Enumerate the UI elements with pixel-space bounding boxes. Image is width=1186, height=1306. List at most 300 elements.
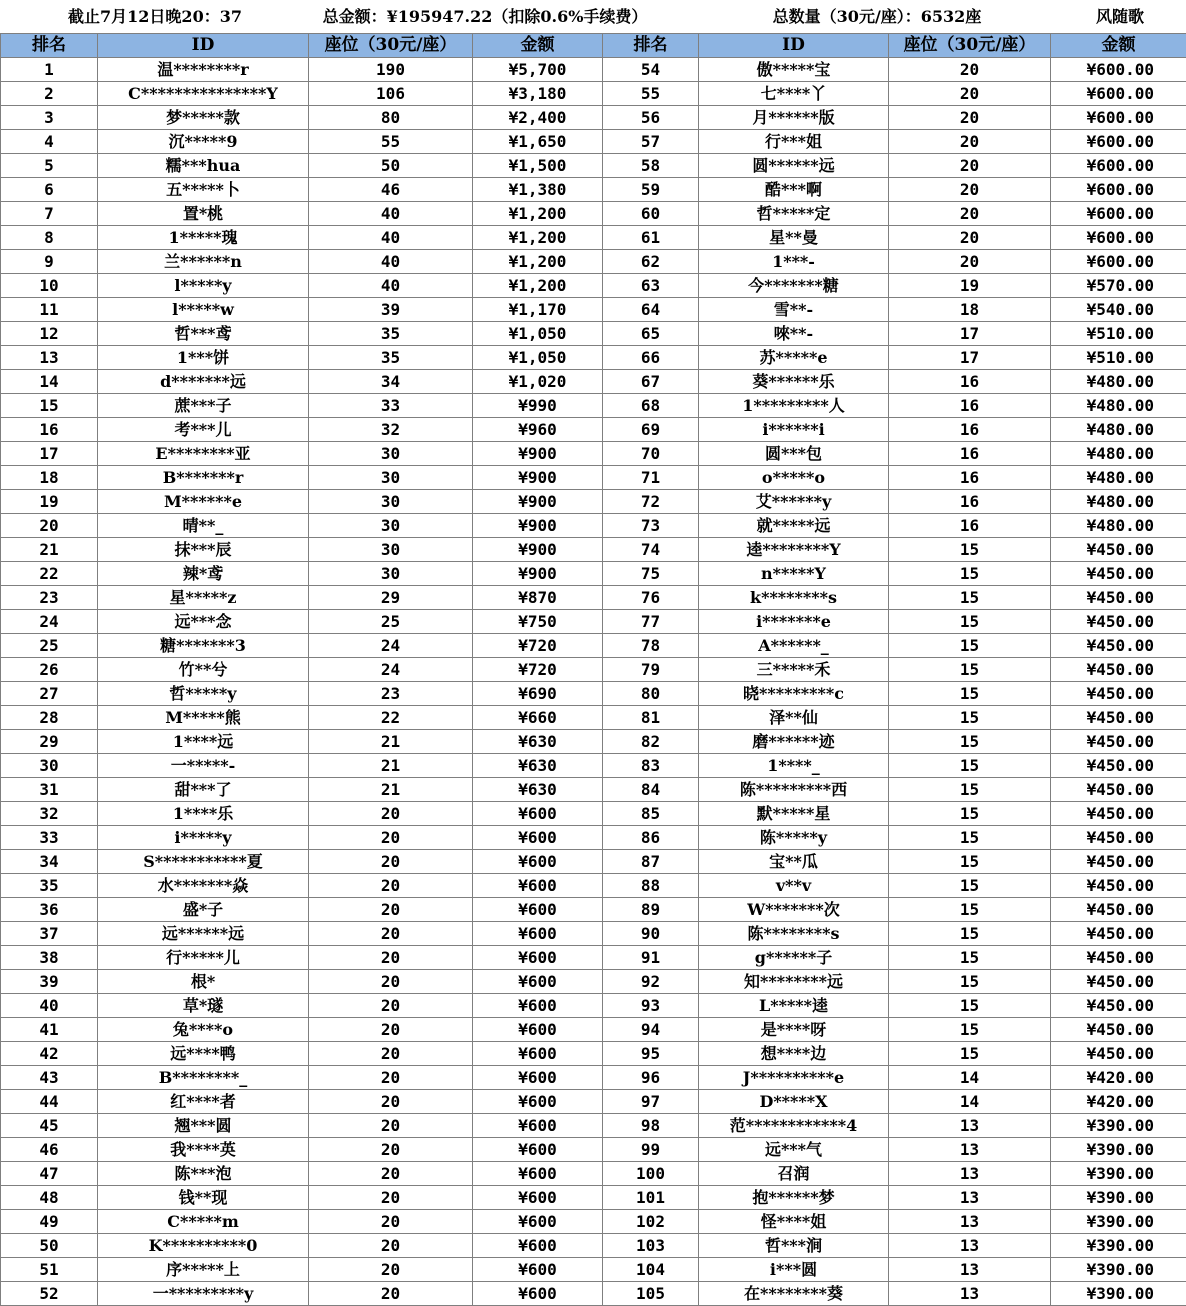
cell-id-right: i***圆 — [699, 1258, 889, 1282]
table-row — [1, 322, 1186, 346]
cell-amount-right: ¥450.00 — [1051, 970, 1186, 994]
cell-seats-left: 25 — [309, 610, 473, 634]
cell-id-right: 傲*****宝 — [699, 58, 889, 82]
table-row — [1, 754, 1186, 778]
cell-rank-left: 11 — [1, 298, 98, 322]
cell-seats-right: 16 — [889, 394, 1051, 418]
cell-id-right: 知********远 — [699, 970, 889, 994]
cell-amount-right: ¥450.00 — [1051, 826, 1186, 850]
cell-id-right: i*******e — [699, 610, 889, 634]
cell-seats-left: 50 — [309, 154, 473, 178]
table-body — [1, 58, 1186, 1306]
cell-seats-left: 20 — [309, 1066, 473, 1090]
cell-seats-left: 20 — [309, 1138, 473, 1162]
table-row — [1, 298, 1186, 322]
cell-amount-right: ¥450.00 — [1051, 802, 1186, 826]
cell-amount-right: ¥540.00 — [1051, 298, 1186, 322]
cell-rank-right: 65 — [603, 322, 699, 346]
cell-id-right: W*******次 — [699, 898, 889, 922]
cell-amount-left: ¥690 — [473, 682, 603, 706]
cell-rank-right: 73 — [603, 514, 699, 538]
cell-seats-left: 20 — [309, 922, 473, 946]
cell-rank-left: 33 — [1, 826, 98, 850]
cell-id-right: 圆******远 — [699, 154, 889, 178]
cell-seats-left: 20 — [309, 970, 473, 994]
cell-seats-right: 15 — [889, 826, 1051, 850]
cell-id-left: 根* — [98, 970, 309, 994]
table-row — [1, 994, 1186, 1018]
table-row — [1, 178, 1186, 202]
cell-amount-left: ¥630 — [473, 730, 603, 754]
cell-amount-left: ¥600 — [473, 1258, 603, 1282]
cell-seats-right: 17 — [889, 322, 1051, 346]
table-row — [1, 1162, 1186, 1186]
cell-seats-right: 16 — [889, 466, 1051, 490]
col-seats-left: 座位（30元/座） — [309, 34, 473, 58]
cell-id-right: 艾******y — [699, 490, 889, 514]
cell-rank-left: 9 — [1, 250, 98, 274]
cell-seats-right: 14 — [889, 1090, 1051, 1114]
table-row — [1, 898, 1186, 922]
cell-rank-left: 24 — [1, 610, 98, 634]
cell-rank-right: 69 — [603, 418, 699, 442]
cell-seats-left: 40 — [309, 202, 473, 226]
cell-id-right: 葵******乐 — [699, 370, 889, 394]
table-row — [1, 394, 1186, 418]
cell-rank-left: 39 — [1, 970, 98, 994]
cell-amount-left: ¥1,200 — [473, 226, 603, 250]
cell-rank-right: 95 — [603, 1042, 699, 1066]
cell-amount-left: ¥3,180 — [473, 82, 603, 106]
cell-amount-right: ¥420.00 — [1051, 1090, 1186, 1114]
cell-rank-left: 12 — [1, 322, 98, 346]
cell-amount-right: ¥480.00 — [1051, 370, 1186, 394]
cell-seats-left: 24 — [309, 634, 473, 658]
cell-seats-left: 22 — [309, 706, 473, 730]
cell-amount-left: ¥600 — [473, 1186, 603, 1210]
cell-id-right: 酷***啊 — [699, 178, 889, 202]
cell-seats-left: 23 — [309, 682, 473, 706]
cell-seats-right: 15 — [889, 730, 1051, 754]
cell-rank-right: 76 — [603, 586, 699, 610]
cell-seats-right: 13 — [889, 1210, 1051, 1234]
cell-seats-right: 15 — [889, 778, 1051, 802]
cell-amount-right: ¥420.00 — [1051, 1066, 1186, 1090]
cell-rank-right: 80 — [603, 682, 699, 706]
cell-id-left: M******e — [98, 490, 309, 514]
table-row — [1, 706, 1186, 730]
cell-id-right: k********s — [699, 586, 889, 610]
summary-header — [0, 0, 1186, 33]
cell-amount-left: ¥600 — [473, 898, 603, 922]
cell-amount-right: ¥600.00 — [1051, 250, 1186, 274]
cell-seats-left: 20 — [309, 874, 473, 898]
cell-rank-right: 90 — [603, 922, 699, 946]
cell-amount-left: ¥5,700 — [473, 58, 603, 82]
cell-id-left: 置*桃 — [98, 202, 309, 226]
cell-rank-left: 35 — [1, 874, 98, 898]
cell-amount-left: ¥600 — [473, 850, 603, 874]
cell-rank-left: 8 — [1, 226, 98, 250]
cell-rank-right: 85 — [603, 802, 699, 826]
cell-rank-right: 54 — [603, 58, 699, 82]
cell-id-left: 行*****儿 — [98, 946, 309, 970]
cell-seats-left: 21 — [309, 778, 473, 802]
cell-id-right: 1*********人 — [699, 394, 889, 418]
cell-rank-left: 50 — [1, 1234, 98, 1258]
cell-seats-right: 16 — [889, 442, 1051, 466]
cell-seats-left: 20 — [309, 850, 473, 874]
table-row — [1, 610, 1186, 634]
cell-rank-right: 77 — [603, 610, 699, 634]
cell-id-left: i*****y — [98, 826, 309, 850]
cell-seats-right: 16 — [889, 514, 1051, 538]
cell-rank-left: 14 — [1, 370, 98, 394]
cell-seats-right: 15 — [889, 610, 1051, 634]
cell-seats-right: 15 — [889, 658, 1051, 682]
cell-id-right: 月******版 — [699, 106, 889, 130]
table-row — [1, 1042, 1186, 1066]
cell-rank-left: 32 — [1, 802, 98, 826]
table-row — [1, 370, 1186, 394]
cell-id-right: 行***姐 — [699, 130, 889, 154]
cell-id-left: 钱**现 — [98, 1186, 309, 1210]
cell-rank-right: 87 — [603, 850, 699, 874]
table-row — [1, 1282, 1186, 1306]
cell-rank-right: 55 — [603, 82, 699, 106]
cell-amount-left: ¥900 — [473, 514, 603, 538]
cell-id-right: 想****边 — [699, 1042, 889, 1066]
cell-amount-left: ¥600 — [473, 1282, 603, 1306]
cell-seats-left: 20 — [309, 1210, 473, 1234]
table-row — [1, 442, 1186, 466]
cell-id-left: 远******远 — [98, 922, 309, 946]
cell-seats-right: 15 — [889, 994, 1051, 1018]
cell-seats-left: 190 — [309, 58, 473, 82]
cell-amount-left: ¥630 — [473, 754, 603, 778]
cell-rank-right: 75 — [603, 562, 699, 586]
cell-id-right: g******子 — [699, 946, 889, 970]
cell-seats-right: 15 — [889, 538, 1051, 562]
table-row — [1, 106, 1186, 130]
cell-id-right: 今*******糖 — [699, 274, 889, 298]
cell-amount-left: ¥1,050 — [473, 322, 603, 346]
cell-amount-right: ¥600.00 — [1051, 178, 1186, 202]
cell-id-left: d*******远 — [98, 370, 309, 394]
cell-id-right: 哲***涧 — [699, 1234, 889, 1258]
cell-rank-left: 17 — [1, 442, 98, 466]
cell-seats-left: 46 — [309, 178, 473, 202]
table-row — [1, 826, 1186, 850]
cell-seats-left: 80 — [309, 106, 473, 130]
cell-id-left: 温********r — [98, 58, 309, 82]
cell-rank-left: 45 — [1, 1114, 98, 1138]
cell-seats-left: 20 — [309, 994, 473, 1018]
cell-id-left: 1***饼 — [98, 346, 309, 370]
cell-seats-right: 15 — [889, 634, 1051, 658]
cell-rank-left: 3 — [1, 106, 98, 130]
cell-amount-right: ¥480.00 — [1051, 394, 1186, 418]
cell-id-right: J**********e — [699, 1066, 889, 1090]
cell-amount-right: ¥450.00 — [1051, 946, 1186, 970]
cell-id-left: 五*****卜 — [98, 178, 309, 202]
cell-rank-left: 34 — [1, 850, 98, 874]
cell-rank-right: 68 — [603, 394, 699, 418]
cell-rank-right: 59 — [603, 178, 699, 202]
cell-amount-left: ¥900 — [473, 442, 603, 466]
table-row — [1, 1018, 1186, 1042]
cell-amount-left: ¥1,500 — [473, 154, 603, 178]
cell-rank-left: 19 — [1, 490, 98, 514]
cell-seats-right: 13 — [889, 1234, 1051, 1258]
cell-id-left: 翘***圆 — [98, 1114, 309, 1138]
cell-rank-right: 91 — [603, 946, 699, 970]
cell-amount-right: ¥390.00 — [1051, 1162, 1186, 1186]
cell-amount-left: ¥600 — [473, 922, 603, 946]
cell-amount-left: ¥1,200 — [473, 250, 603, 274]
cell-rank-right: 63 — [603, 274, 699, 298]
cell-amount-left: ¥1,020 — [473, 370, 603, 394]
cell-id-right: 抱******梦 — [699, 1186, 889, 1210]
cell-seats-left: 20 — [309, 1258, 473, 1282]
cell-amount-left: ¥600 — [473, 1090, 603, 1114]
table-row — [1, 226, 1186, 250]
cell-rank-left: 28 — [1, 706, 98, 730]
cell-seats-left: 106 — [309, 82, 473, 106]
cell-rank-right: 99 — [603, 1138, 699, 1162]
cell-amount-right: ¥390.00 — [1051, 1258, 1186, 1282]
cell-amount-right: ¥510.00 — [1051, 346, 1186, 370]
cell-id-left: 晴**_ — [98, 514, 309, 538]
cell-id-right: 1****_ — [699, 754, 889, 778]
cell-rank-right: 100 — [603, 1162, 699, 1186]
cell-rank-left: 15 — [1, 394, 98, 418]
cell-amount-left: ¥900 — [473, 538, 603, 562]
cell-id-left: 哲***鸢 — [98, 322, 309, 346]
table-row — [1, 58, 1186, 82]
cell-amount-left: ¥870 — [473, 586, 603, 610]
cell-seats-right: 15 — [889, 970, 1051, 994]
cell-seats-right: 20 — [889, 130, 1051, 154]
cell-rank-left: 21 — [1, 538, 98, 562]
cell-amount-left: ¥600 — [473, 802, 603, 826]
table-row — [1, 250, 1186, 274]
cell-amount-right: ¥450.00 — [1051, 922, 1186, 946]
table-row — [1, 202, 1186, 226]
cell-seats-left: 20 — [309, 946, 473, 970]
total-seats: 总数量（30元/座）：6532座 — [752, 0, 1002, 33]
cell-rank-right: 89 — [603, 898, 699, 922]
cell-id-left: 兰******n — [98, 250, 309, 274]
cell-amount-right: ¥480.00 — [1051, 466, 1186, 490]
col-id-left: ID — [98, 34, 309, 58]
cell-amount-left: ¥720 — [473, 658, 603, 682]
cell-rank-right: 98 — [603, 1114, 699, 1138]
cell-id-right: 在********葵 — [699, 1282, 889, 1306]
cell-seats-left: 30 — [309, 514, 473, 538]
cell-id-right: n*****Y — [699, 562, 889, 586]
cell-id-right: 唻**- — [699, 322, 889, 346]
cell-amount-right: ¥480.00 — [1051, 442, 1186, 466]
cell-amount-left: ¥600 — [473, 946, 603, 970]
cell-amount-left: ¥990 — [473, 394, 603, 418]
cell-amount-right: ¥450.00 — [1051, 730, 1186, 754]
cell-id-right: 召润 — [699, 1162, 889, 1186]
table-row — [1, 922, 1186, 946]
cell-id-right: 苏*****e — [699, 346, 889, 370]
cell-amount-right: ¥480.00 — [1051, 514, 1186, 538]
cell-seats-right: 15 — [889, 874, 1051, 898]
cell-rank-right: 101 — [603, 1186, 699, 1210]
cell-id-right: 雪**- — [699, 298, 889, 322]
cell-seats-left: 30 — [309, 538, 473, 562]
cell-id-right: 陈*****y — [699, 826, 889, 850]
cell-id-left: 梦*****款 — [98, 106, 309, 130]
cell-id-left: 蔗***子 — [98, 394, 309, 418]
table-row — [1, 130, 1186, 154]
cell-id-right: 圆***包 — [699, 442, 889, 466]
cell-amount-left: ¥1,650 — [473, 130, 603, 154]
cell-rank-left: 26 — [1, 658, 98, 682]
cell-amount-right: ¥570.00 — [1051, 274, 1186, 298]
table-row — [1, 418, 1186, 442]
cell-id-left: 序*****上 — [98, 1258, 309, 1282]
cell-amount-right: ¥600.00 — [1051, 202, 1186, 226]
cell-amount-left: ¥1,050 — [473, 346, 603, 370]
cell-seats-right: 13 — [889, 1162, 1051, 1186]
cell-amount-right: ¥450.00 — [1051, 610, 1186, 634]
total-amount: 总金额：¥195947.22（扣除0.6%手续费） — [310, 0, 660, 33]
table-row — [1, 538, 1186, 562]
cell-amount-right: ¥600.00 — [1051, 154, 1186, 178]
cell-amount-left: ¥600 — [473, 826, 603, 850]
cell-amount-left: ¥600 — [473, 1234, 603, 1258]
table-row — [1, 82, 1186, 106]
cell-amount-left: ¥1,200 — [473, 202, 603, 226]
cell-rank-right: 88 — [603, 874, 699, 898]
cell-id-left: 抹***辰 — [98, 538, 309, 562]
cell-rank-right: 103 — [603, 1234, 699, 1258]
table-row — [1, 682, 1186, 706]
cell-rank-right: 66 — [603, 346, 699, 370]
cell-amount-right: ¥600.00 — [1051, 226, 1186, 250]
cell-id-left: 一*********y — [98, 1282, 309, 1306]
cell-amount-right: ¥600.00 — [1051, 82, 1186, 106]
cell-rank-right: 102 — [603, 1210, 699, 1234]
cell-seats-right: 17 — [889, 346, 1051, 370]
cell-seats-right: 19 — [889, 274, 1051, 298]
table-row — [1, 274, 1186, 298]
cell-id-right: 磨******迹 — [699, 730, 889, 754]
cell-amount-left: ¥630 — [473, 778, 603, 802]
cell-rank-left: 27 — [1, 682, 98, 706]
table-row — [1, 850, 1186, 874]
cell-rank-left: 48 — [1, 1186, 98, 1210]
cell-seats-left: 20 — [309, 1090, 473, 1114]
cell-id-right: A******_ — [699, 634, 889, 658]
cell-amount-right: ¥480.00 — [1051, 418, 1186, 442]
cell-amount-right: ¥600.00 — [1051, 106, 1186, 130]
cell-rank-right: 71 — [603, 466, 699, 490]
cell-seats-left: 20 — [309, 1162, 473, 1186]
cell-id-right: v**v — [699, 874, 889, 898]
cell-seats-right: 20 — [889, 106, 1051, 130]
cell-id-right: 默*****星 — [699, 802, 889, 826]
cell-id-left: 甜***了 — [98, 778, 309, 802]
cell-seats-left: 40 — [309, 226, 473, 250]
cell-amount-right: ¥600.00 — [1051, 58, 1186, 82]
cell-id-left: 辣*鸢 — [98, 562, 309, 586]
cell-amount-left: ¥600 — [473, 1162, 603, 1186]
cell-amount-right: ¥450.00 — [1051, 682, 1186, 706]
cell-amount-right: ¥390.00 — [1051, 1282, 1186, 1306]
cell-id-left: 考***儿 — [98, 418, 309, 442]
cell-rank-left: 42 — [1, 1042, 98, 1066]
cell-rank-right: 64 — [603, 298, 699, 322]
cell-seats-left: 40 — [309, 274, 473, 298]
table-row — [1, 874, 1186, 898]
cell-seats-left: 34 — [309, 370, 473, 394]
cell-id-left: 哲*****y — [98, 682, 309, 706]
cell-id-right: 陈*********西 — [699, 778, 889, 802]
cell-id-right: 范************4 — [699, 1114, 889, 1138]
cell-seats-left: 32 — [309, 418, 473, 442]
cell-rank-right: 86 — [603, 826, 699, 850]
cell-id-left: 一*****- — [98, 754, 309, 778]
cell-rank-left: 20 — [1, 514, 98, 538]
cell-seats-left: 30 — [309, 442, 473, 466]
cell-amount-left: ¥1,380 — [473, 178, 603, 202]
cell-id-left: B*******r — [98, 466, 309, 490]
cell-seats-right: 15 — [889, 946, 1051, 970]
table-row — [1, 586, 1186, 610]
cell-rank-right: 60 — [603, 202, 699, 226]
cell-amount-left: ¥660 — [473, 706, 603, 730]
cell-amount-right: ¥390.00 — [1051, 1210, 1186, 1234]
col-seats-right: 座位（30元/座） — [889, 34, 1051, 58]
cell-rank-right: 97 — [603, 1090, 699, 1114]
cell-seats-left: 40 — [309, 250, 473, 274]
cell-seats-right: 15 — [889, 682, 1051, 706]
table-row — [1, 1114, 1186, 1138]
cell-id-left: 糖*******3 — [98, 634, 309, 658]
cell-amount-left: ¥1,170 — [473, 298, 603, 322]
cell-seats-left: 29 — [309, 586, 473, 610]
cell-rank-right: 94 — [603, 1018, 699, 1042]
cell-seats-right: 13 — [889, 1282, 1051, 1306]
cell-amount-left: ¥600 — [473, 874, 603, 898]
cell-seats-right: 20 — [889, 226, 1051, 250]
table-row — [1, 658, 1186, 682]
table-row — [1, 1066, 1186, 1090]
table-row — [1, 490, 1186, 514]
cell-id-left: K**********0 — [98, 1234, 309, 1258]
cell-id-right: 陈********s — [699, 922, 889, 946]
cell-amount-right: ¥450.00 — [1051, 634, 1186, 658]
cell-seats-left: 21 — [309, 754, 473, 778]
cell-rank-left: 13 — [1, 346, 98, 370]
cell-rank-left: 18 — [1, 466, 98, 490]
cell-id-left: 1*****瑰 — [98, 226, 309, 250]
cell-rank-left: 38 — [1, 946, 98, 970]
cell-rank-right: 96 — [603, 1066, 699, 1090]
cell-id-left: S***********夏 — [98, 850, 309, 874]
cell-rank-left: 22 — [1, 562, 98, 586]
cell-seats-left: 20 — [309, 1282, 473, 1306]
cell-id-left: 水*******焱 — [98, 874, 309, 898]
cell-seats-right: 20 — [889, 250, 1051, 274]
cell-rank-right: 105 — [603, 1282, 699, 1306]
